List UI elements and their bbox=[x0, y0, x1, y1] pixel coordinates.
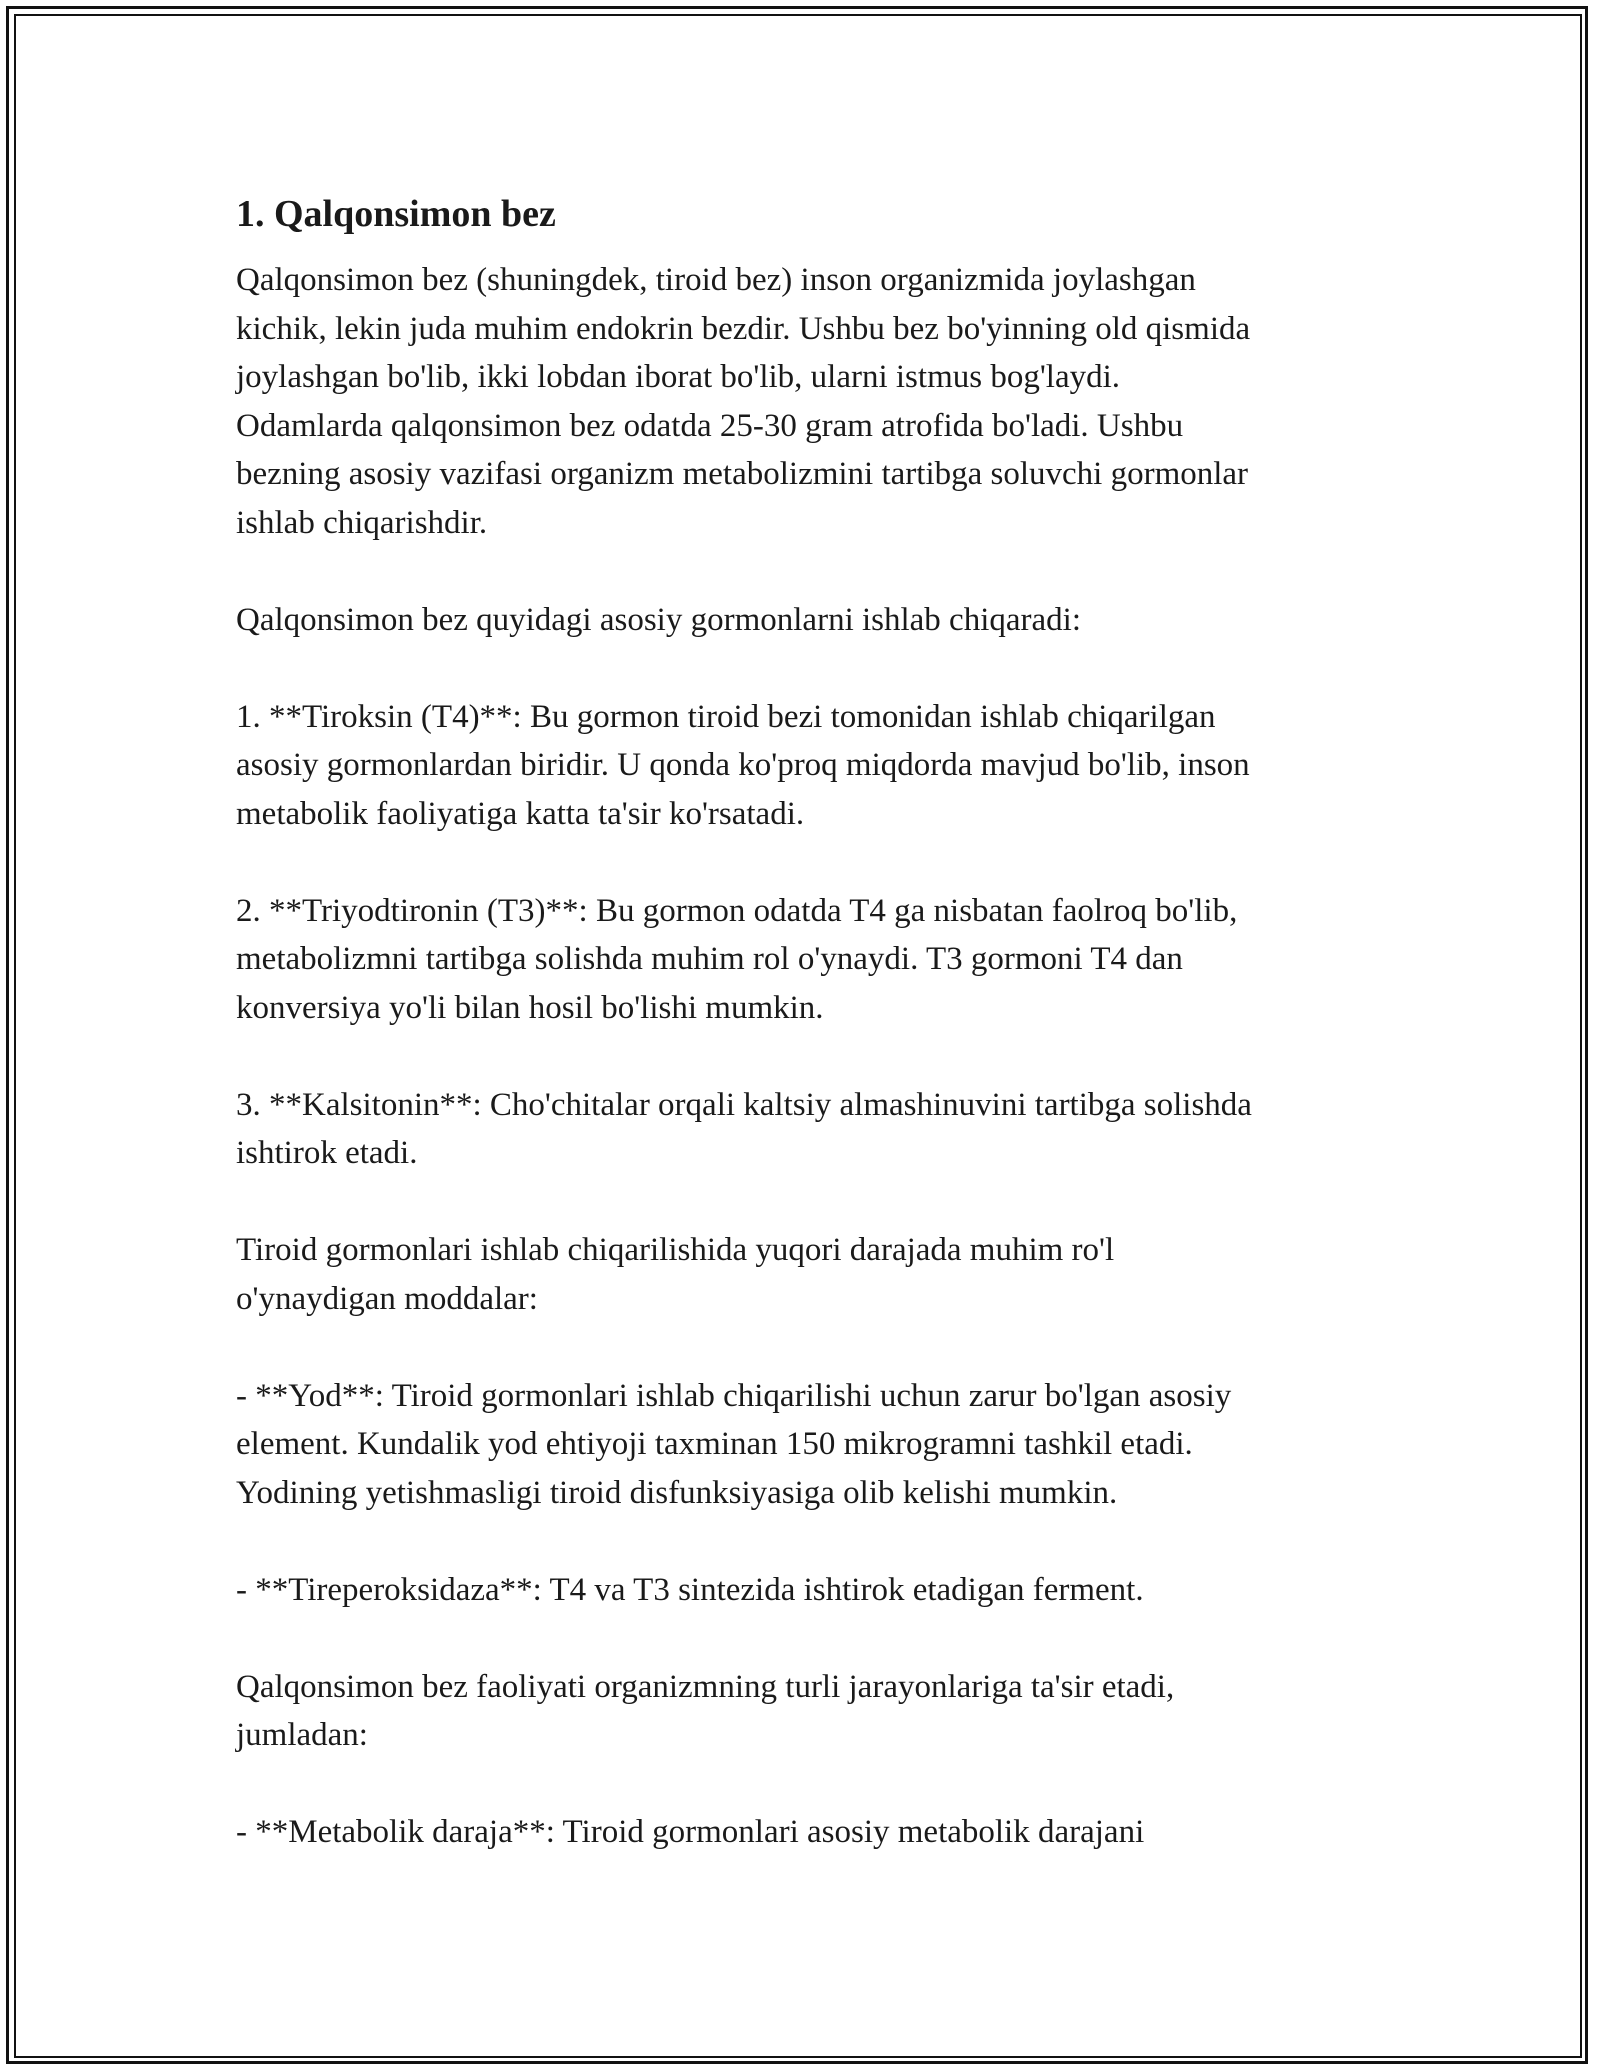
list-item-metabolic-rate: - **Metabolik daraja**: Tiroid gormonlari asosiy metabolik darajani bbox=[236, 1814, 1145, 1850]
list-item-thyroperoxidase: - **Tireperoksidaza**: T4 va T3 sintezida ishtirok etadigan ferment. bbox=[236, 1571, 1144, 1608]
intro-paragraph: Qalqonsimon bez (shuningdek, tiroid bez) inson organizmida joylashgan kichik, lekin juda muhim endokrin bezdir. Ushbu bez bo'yinning old qismida joylashgan bo'lib, ikki lobdan iborat bo'lib, ularni istmus bog'laydi. Odamlarda qalqonsimon bez odatda 25-30 gram atrofida bo'ladi. Ushbu bezning asosiy vazifasi organizm metabolizmini tartibga soluvchi gormonlar ishlab chiqarishdir. bbox=[236, 262, 1251, 541]
substances-intro-paragraph: Tiroid gormonlari ishlab chiqarilishida yuqori darajada muhim ro'l o'ynaydigan moddalar: bbox=[236, 1232, 1115, 1317]
list-item-calcitonin: 3. **Kalsitonin**: Cho'chitalar orqali kaltsiy almashinuvini tartibga solishda ishtirok etadi. bbox=[236, 1086, 1252, 1171]
section-heading: 1. Qalqonsimon bez bbox=[236, 193, 556, 235]
list-item-iodine: - **Yod**: Tiroid gormonlari ishlab chiqarilishi uchun zarur bo'lgan asosiy element. Kundalik yod ehtiyoji taxminan 150 mikrogramni tashkil etadi. Yodining yetishmasligi tiroid disfunksiyasiga olib kelishi mumkin. bbox=[236, 1377, 1232, 1511]
list-item-thyroxine: 1. **Tiroksin (T4)**: Bu gormon tiroid bezi tomonidan ishlab chiqarilgan asosiy gormonlardan biridir. U qonda ko'proq miqdorda mavjud bo'lib, inson metabolik faoliyatiga katta ta'sir ko'rsatadi. bbox=[236, 698, 1250, 832]
document-body bbox=[236, 186, 1386, 1857]
list-item-triiodothyronine: 2. **Triyodtironin (T3)**: Bu gormon odatda T4 ga nisbatan faolroq bo'lib, metabolizmni tartibga solishda muhim rol o'ynaydi. T3 gormoni T4 dan konversiya yo'li bilan hosil bo'lishi mumkin. bbox=[236, 892, 1238, 1026]
effects-intro-paragraph: Qalqonsimon bez faoliyati organizmning turli jarayonlariga ta'sir etadi, jumladan: bbox=[236, 1668, 1175, 1753]
hormones-intro-paragraph: Qalqonsimon bez quyidagi asosiy gormonlarni ishlab chiqaradi: bbox=[236, 601, 1081, 638]
